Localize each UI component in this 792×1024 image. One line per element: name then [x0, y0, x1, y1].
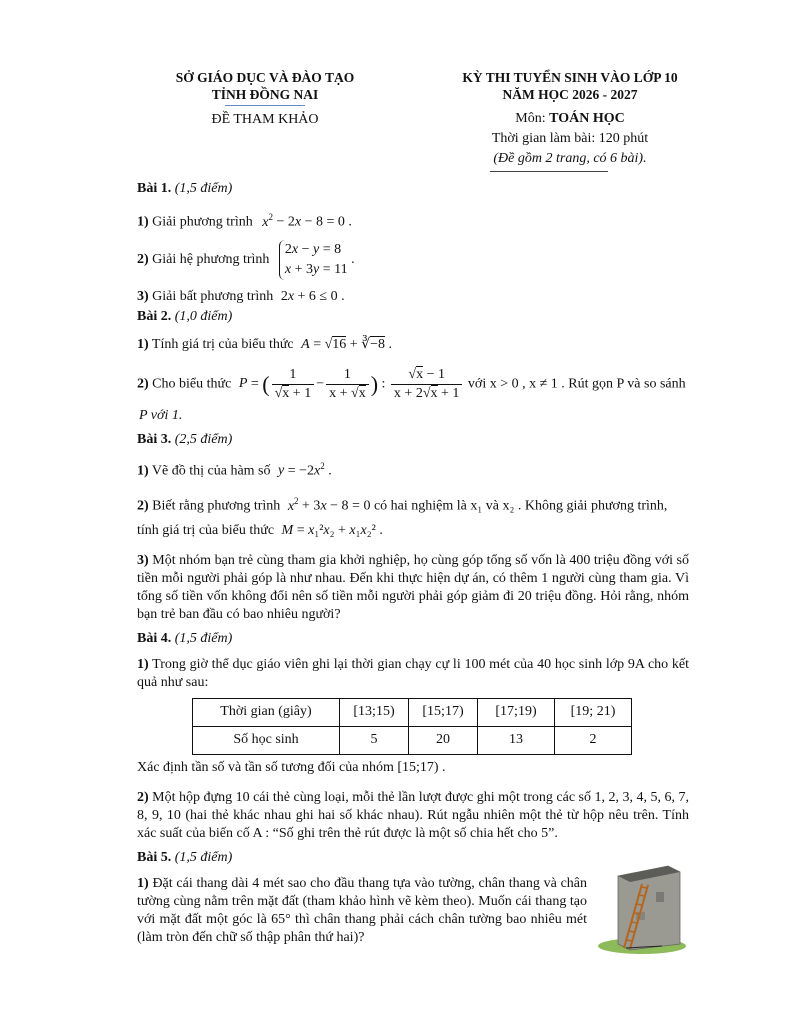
- bai3-heading: Bài 3. (2,5 điểm): [137, 431, 233, 447]
- bai3-q2: 2) Biết rằng phương trình $x^2 + 3x - 8 = 0$ có hai nghiệm là x₁ và x₂ . Không giải phương trình,: [137, 496, 668, 514]
- bai3-q2-line2: tính giá trị của biểu thức M = x₁²x₂ + x₁x₂² .: [137, 522, 383, 538]
- bai2-q2: 2) Cho biểu thức P = ( $\frac{1}{√x + 1}$ − $\frac{1}{x + √x}$ ) : $\frac{√x - 1}{x + 2√x + 1}$ với x > 0 , x ≠ 1 . Rút gọn P và so sánh: [137, 366, 686, 401]
- bai5-q1: 1) Đặt cái thang dài 4 mét sao cho đầu thang tựa vào tường, chân thang và chân tường cùng nằm trên mặt đất (tham khảo hình vẽ kèm theo). Muốn cái thang tạo với mặt đất một góc là 65° thì chân thang phải cách chân tường bao nhiêu mét (làm tròn đến chữ số thập phân thứ hai)?: [137, 875, 587, 945]
- bai2-q2-tail: P với 1.: [139, 407, 183, 423]
- frequency-table: [192, 698, 632, 755]
- subject: TOÁN HỌC: [549, 111, 625, 126]
- table-cell: [19; 21): [555, 698, 632, 726]
- bai4-q1-after: Xác định tần số và tần số tương đối của nhóm [15;17) .: [137, 759, 446, 775]
- subject-line: Môn: TOÁN HỌC: [515, 111, 625, 126]
- bai1-heading: Bài 1. (1,5 điểm): [137, 181, 233, 196]
- bai3-q3: 3) Một nhóm bạn trẻ cùng tham gia khởi nghiệp, họ cùng góp tổng số vốn là 400 triệu đồng với số tiền mỗi người phải góp là như nhau. Đến khi thực hiện dự án, có thêm 1 người cùng tham gia. Vì tổng số tiền vốn không đổi nên số tiền mỗi người phải góp giảm đi 20 triệu đồng. Hỏi rằng, nhóm bạn trẻ ban đầu có bao nhiêu người?: [137, 552, 690, 622]
- table-cell: [15;17): [409, 698, 478, 726]
- table-row: [193, 726, 632, 754]
- table-cell: 2: [555, 726, 632, 754]
- table-header-cell: Thời gian (giây): [193, 698, 340, 726]
- bai4-q1: 1) Trong giờ thể dục giáo viên ghi lại thời gian chạy cự li 100 mét của 40 học sinh lớp 9A cho kết quả như sau:: [137, 656, 689, 690]
- table-header-cell: Số học sinh: [193, 726, 340, 754]
- header-right: [420, 69, 720, 172]
- table-cell: 20: [409, 726, 478, 754]
- province-name: TỈNH ĐỒNG NAI: [211, 87, 319, 102]
- bai1-q1: 1) Giải phương trình $x^2 - 2x - 8 = 0$ .: [137, 212, 352, 230]
- bai5-heading: Bài 5. (1,5 điểm): [137, 849, 233, 865]
- duration: Thời gian làm bài: 120 phút: [491, 131, 649, 146]
- divider: [225, 105, 305, 106]
- exam-name: KỲ THI TUYỂN SINH VÀO LỚP 10: [462, 70, 678, 85]
- bai2-heading: Bài 2. (1,0 điểm): [137, 308, 233, 324]
- equation-system: 2x − y = 8 x + 3y = 11: [279, 240, 348, 280]
- table-cell: [13;15): [340, 698, 409, 726]
- pages-note: (Đề gồm 2 trang, có 6 bài).: [493, 151, 647, 166]
- bai3-q1: 1) Vẽ đồ thị của hàm số $y = -2x^2$ .: [137, 460, 332, 479]
- bai1-q3: 3) Giải bất phương trình 2x + 6 ≤ 0 .: [137, 288, 345, 304]
- table-cell: [17;19): [478, 698, 555, 726]
- exam-content: [137, 180, 689, 947]
- table-row: [193, 698, 632, 726]
- bai2-q1: 1) Tính giá trị của biểu thức A = √16 + ∛−8 .: [137, 336, 393, 352]
- divider: [490, 171, 608, 172]
- dept-name: SỞ GIÁO DỤC VÀ ĐÀO TẠO: [175, 70, 355, 85]
- bai1-q2: 2) Giải hệ phương trình 2x − y = 8 x + 3y = 11 .: [137, 240, 689, 280]
- bai4-heading: Bài 4. (1,5 điểm): [137, 630, 233, 646]
- table-cell: 13: [478, 726, 555, 754]
- table-cell: 5: [340, 726, 409, 754]
- header-left: [150, 69, 380, 130]
- doc-type: ĐỀ THAM KHẢO: [211, 112, 319, 127]
- bai4-q2: 2) Một hộp đựng 10 cái thẻ cùng loại, mỗi thẻ lần lượt được ghi một trong các số 1, 2, 3, 4, 5, 6, 7, 8, 9, 10 (hai thẻ khác nhau ghi hai số khác nhau). Rút ngẫu nhiên một thẻ từ hộp nêu trên. Tính xác suất của biến cố A : “Số ghi trên thẻ rút được là một số chia hết cho 5”.: [137, 789, 689, 841]
- ladder-wall-illustration: [596, 862, 688, 954]
- school-year: NĂM HỌC 2026 - 2027: [502, 87, 638, 102]
